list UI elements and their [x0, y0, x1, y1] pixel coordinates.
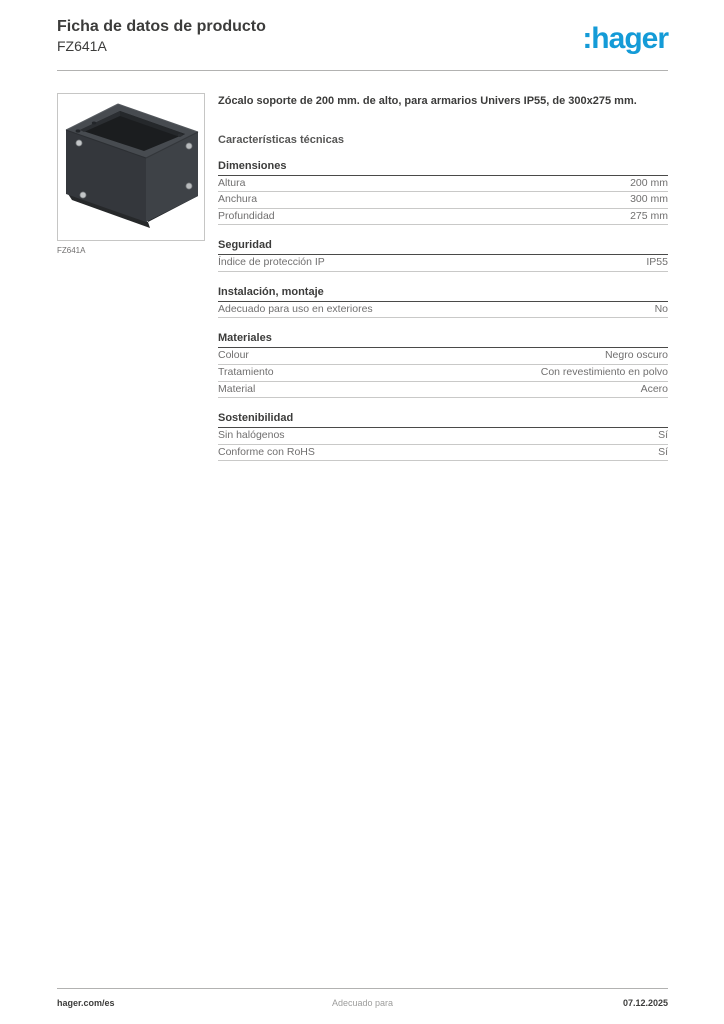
spec-value: 275 mm [630, 209, 668, 222]
spec-section-title: Instalación, montaje [218, 286, 668, 302]
spec-row [218, 176, 668, 193]
spec-section-title: Materiales [218, 332, 668, 348]
footer-divider [57, 988, 668, 989]
spec-value: 200 mm [630, 176, 668, 189]
product-description: Zócalo soporte de 200 mm. de alto, para armarios Univers IP55, de 300x275 mm. [218, 95, 637, 107]
spec-value: Con revestimiento en polvo [540, 366, 668, 379]
footer-note: Adecuado para [331, 998, 394, 1008]
product-code: FZ641A [57, 38, 107, 55]
spec-row [218, 209, 668, 226]
spec-label: Anchura [218, 193, 258, 206]
spec-row [218, 428, 668, 445]
spec-section [218, 239, 668, 272]
spec-label: Material [218, 382, 256, 395]
footer-date: 07.12.2025 [622, 998, 669, 1008]
spec-label: Tratamiento [218, 366, 274, 379]
spec-value: Acero [640, 382, 668, 395]
specs-column [218, 93, 668, 461]
spec-row [218, 445, 668, 462]
characteristics-sections [218, 160, 668, 461]
spec-value: 300 mm [630, 193, 668, 206]
hager-logo: :hager [582, 22, 668, 55]
spec-label: Conforme con RoHS [218, 445, 315, 458]
header [57, 18, 668, 54]
spec-row [218, 255, 668, 272]
spec-value: No [654, 302, 668, 315]
footer [57, 998, 668, 1008]
header-divider [57, 70, 668, 71]
spec-row [218, 302, 668, 319]
spec-label: Índice de protección IP [218, 256, 325, 269]
spec-row [218, 382, 668, 399]
spec-value: Sí [658, 445, 668, 458]
spec-label: Sin halógenos [218, 429, 285, 442]
product-image [58, 94, 204, 240]
content [57, 93, 668, 461]
product-image-column [57, 93, 205, 461]
spec-section [218, 332, 668, 398]
spec-section [218, 412, 668, 461]
spec-section-title: Dimensiones [218, 160, 668, 176]
header-titles [57, 18, 266, 54]
spec-row [218, 348, 668, 365]
page-title: Ficha de datos de producto [57, 18, 266, 35]
spec-label: Profundidad [218, 209, 275, 222]
product-image-frame [57, 93, 205, 241]
spec-section-title: Seguridad [218, 239, 668, 255]
spec-value: Negro oscuro [604, 349, 668, 362]
characteristics-heading: Características técnicas [218, 133, 344, 146]
spec-value: Sí [658, 429, 668, 442]
spec-row [218, 192, 668, 209]
spec-label: Altura [218, 176, 246, 189]
product-image-caption: FZ641A [57, 246, 86, 255]
footer-website: hager.com/es [57, 998, 115, 1008]
spec-section-title: Sostenibilidad [218, 412, 668, 428]
spec-label: Adecuado para uso en exteriores [218, 302, 373, 315]
spec-label: Colour [218, 349, 249, 362]
spec-section [218, 160, 668, 226]
spec-row [218, 365, 668, 382]
spec-value: IP55 [646, 256, 668, 269]
spec-section [218, 286, 668, 319]
